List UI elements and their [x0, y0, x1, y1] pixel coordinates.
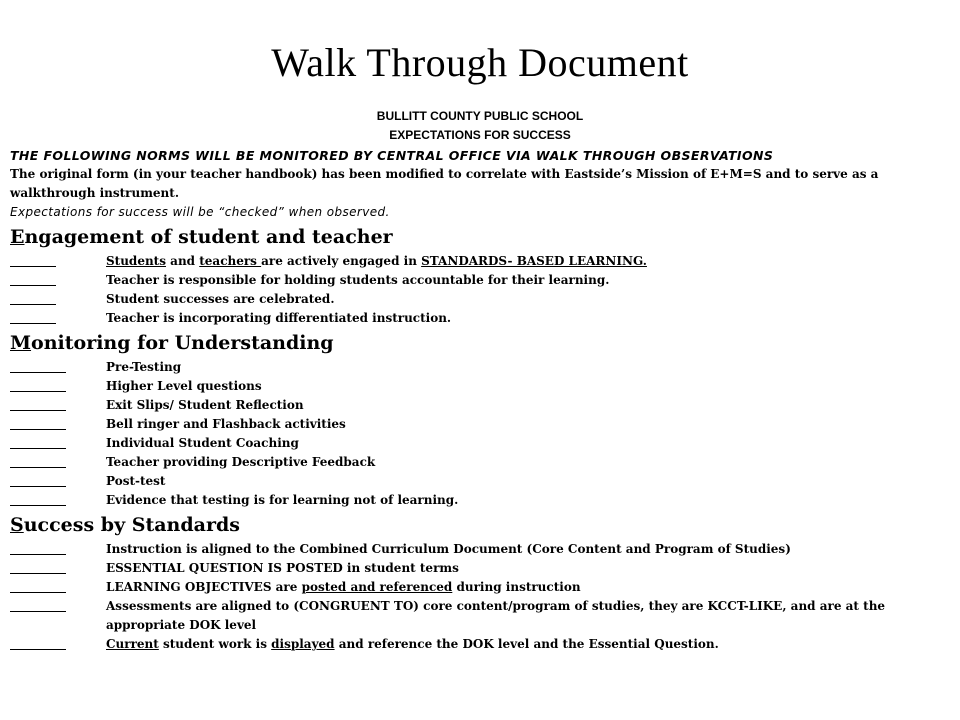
check-blank[interactable] — [10, 285, 56, 286]
item-text: Bell ringer and Flashback activities — [106, 417, 346, 431]
original-form-note: The original form (in your teacher handbook) has been modified to correlate with Eastside’s Mission of E+M=S and to serve as a walkthrough instrument. — [10, 167, 879, 200]
checklist-item — [10, 578, 940, 597]
school-name: BULLITT COUNTY PUBLIC SCHOOL — [376, 109, 584, 123]
checklist-item — [10, 491, 940, 510]
check-blank[interactable] — [10, 391, 66, 392]
item-text: Individual Student Coaching — [106, 436, 299, 450]
check-blank[interactable] — [10, 410, 66, 411]
section-heading-standards — [10, 513, 240, 537]
section-heading-monitoring — [10, 331, 334, 355]
checklist-item — [10, 290, 940, 309]
item-text: Current student work is displayed and reference the DOK level and the Essential Question. — [106, 637, 719, 651]
checklist-item — [10, 377, 940, 396]
check-blank[interactable] — [10, 372, 66, 373]
checklist-item — [10, 540, 940, 559]
check-blank[interactable] — [10, 649, 66, 650]
heading-text: onitoring for Understanding — [31, 332, 334, 354]
norms-statement: THE FOLLOWING NORMS WILL BE MONITORED BY CENTRAL OFFICE VIA WALK THROUGH OBSERVATIONS — [10, 148, 774, 163]
checklist-item — [10, 453, 940, 472]
check-blank[interactable] — [10, 448, 66, 449]
expectations-note: Expectations for success will be “checked” when observed. — [10, 205, 390, 219]
item-text-continued: appropriate DOK level — [106, 618, 257, 632]
heading-text: uccess by Standards — [23, 514, 240, 536]
heading-initial: M — [10, 332, 32, 354]
item-text: Pre-Testing — [106, 360, 182, 374]
check-blank[interactable] — [10, 505, 66, 506]
item-text: ESSENTIAL QUESTION IS POSTED in student terms — [106, 561, 459, 575]
checklist-item — [10, 396, 940, 415]
heading-text: ngagement of student and teacher — [24, 226, 393, 248]
checklist-item — [10, 635, 940, 654]
item-text: Teacher is responsible for holding students accountable for their learning. — [106, 273, 610, 287]
check-blank[interactable] — [10, 429, 66, 430]
check-blank[interactable] — [10, 266, 56, 267]
item-text: Exit Slips/ Student Reflection — [106, 398, 304, 412]
check-blank[interactable] — [10, 467, 66, 468]
check-blank[interactable] — [10, 554, 66, 555]
item-text: Students and teachers are actively engaged in STANDARDS- BASED LEARNING. — [106, 254, 647, 268]
item-text: Instruction is aligned to the Combined Curriculum Document (Core Content and Program of Studies) — [106, 542, 791, 556]
checklist-item — [10, 434, 940, 453]
checklist-item — [10, 472, 940, 491]
item-text: Post-test — [106, 474, 166, 488]
item-text: Student successes are celebrated. — [106, 292, 335, 306]
checklist-item — [10, 415, 940, 434]
check-blank[interactable] — [10, 486, 66, 487]
expectations-heading: EXPECTATIONS FOR SUCCESS — [389, 128, 571, 142]
checklist-item — [10, 358, 940, 377]
item-text: Assessments are aligned to (CONGRUENT TO) core content/program of studies, they are KCCT-LIKE, and are at the — [106, 599, 886, 613]
check-blank[interactable] — [10, 304, 56, 305]
check-blank[interactable] — [10, 573, 66, 574]
checklist-item — [10, 252, 940, 271]
section-heading-engagement — [10, 225, 393, 249]
item-text: Evidence that testing is for learning not of learning. — [106, 493, 459, 507]
document-title: Walk Through Document — [271, 40, 689, 85]
heading-initial: E — [10, 226, 25, 248]
item-text: Higher Level questions — [106, 379, 262, 393]
check-blank[interactable] — [10, 592, 66, 593]
checklist-item — [10, 597, 940, 635]
check-blank[interactable] — [10, 323, 56, 324]
heading-initial: S — [10, 514, 24, 536]
checklist-item — [10, 271, 940, 290]
checklist-item — [10, 559, 940, 578]
checklist-item — [10, 309, 940, 328]
item-text: LEARNING OBJECTIVES are posted and referenced during instruction — [106, 580, 581, 594]
item-text: Teacher providing Descriptive Feedback — [106, 455, 376, 469]
check-blank[interactable] — [10, 611, 66, 612]
item-text: Teacher is incorporating differentiated instruction. — [106, 311, 452, 325]
